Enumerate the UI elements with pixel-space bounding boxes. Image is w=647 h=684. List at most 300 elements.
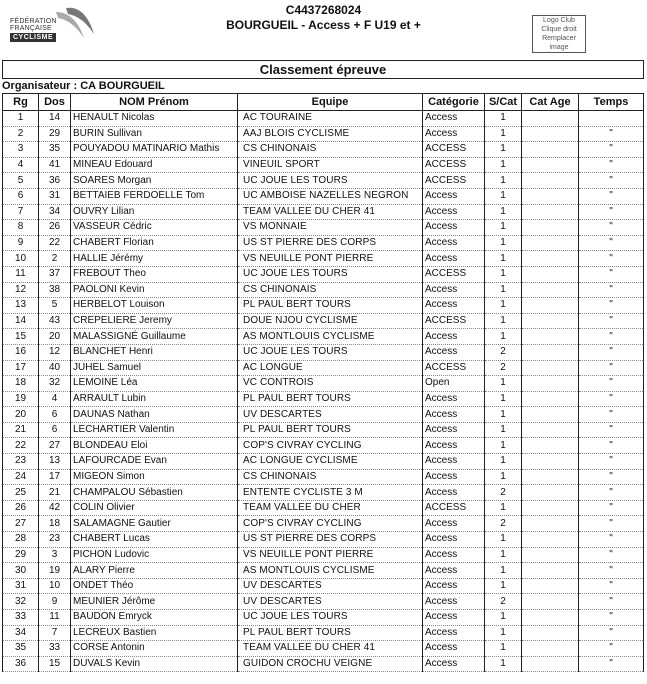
cell-time: " <box>579 407 644 423</box>
cell-subcat: 1 <box>485 578 522 594</box>
cell-cat-age <box>522 204 579 220</box>
cell-time: " <box>579 625 644 641</box>
cell-category: Access <box>423 625 485 641</box>
cell-cat-age <box>522 516 579 532</box>
table-row <box>3 485 644 501</box>
cell-team: AC LONGUE <box>238 360 423 376</box>
cell-cat-age <box>522 469 579 485</box>
cell-subcat: 1 <box>485 157 522 173</box>
cell-cat-age <box>522 251 579 267</box>
cell-category: Access <box>423 547 485 563</box>
table-row <box>3 111 644 127</box>
cell-team: PL PAUL BERT TOURS <box>238 391 423 407</box>
table-row <box>3 266 644 282</box>
cell-name: HENAULT Nicolas <box>71 111 238 127</box>
cell-time: " <box>579 594 644 610</box>
cell-cat-age <box>522 313 579 329</box>
cell-time: " <box>579 516 644 532</box>
cell-subcat: 1 <box>485 656 522 672</box>
cell-time: " <box>579 188 644 204</box>
cell-subcat: 1 <box>485 610 522 626</box>
cell-subcat: 1 <box>485 454 522 470</box>
cell-team: VC CONTROIS <box>238 376 423 392</box>
cell-team: VS NEUILLE PONT PIERRE <box>238 547 423 563</box>
cell-category: Access <box>423 578 485 594</box>
cell-bib: 23 <box>39 532 71 548</box>
cell-rank: 20 <box>3 407 39 423</box>
cell-category: Access <box>423 126 485 142</box>
cell-team: GUIDON CROCHU VEIGNE <box>238 656 423 672</box>
cell-team: UC JOUE LES TOURS <box>238 266 423 282</box>
cell-category: Access <box>423 422 485 438</box>
cell-category: ACCESS <box>423 360 485 376</box>
cell-cat-age <box>522 173 579 189</box>
results-table <box>2 93 644 672</box>
cell-cat-age <box>522 407 579 423</box>
cell-bib: 15 <box>39 656 71 672</box>
cell-name: MINEAU Edouard <box>71 157 238 173</box>
cell-name: LECREUX Bastien <box>71 625 238 641</box>
cell-time: " <box>579 656 644 672</box>
cell-name: DUVALS Kevin <box>71 656 238 672</box>
cell-team: COP'S CIVRAY CYCLING <box>238 516 423 532</box>
cell-bib: 43 <box>39 313 71 329</box>
cell-cat-age <box>522 282 579 298</box>
cell-rank: 3 <box>3 142 39 158</box>
cell-rank: 7 <box>3 204 39 220</box>
table-row <box>3 391 644 407</box>
cell-subcat: 1 <box>485 641 522 657</box>
cell-bib: 22 <box>39 235 71 251</box>
cell-bib: 5 <box>39 298 71 314</box>
cell-bib: 29 <box>39 126 71 142</box>
cell-cat-age <box>522 157 579 173</box>
table-row <box>3 188 644 204</box>
cell-cat-age <box>522 485 579 501</box>
cell-rank: 32 <box>3 594 39 610</box>
cell-time: " <box>579 500 644 516</box>
cell-rank: 12 <box>3 282 39 298</box>
cell-rank: 17 <box>3 360 39 376</box>
cell-subcat: 1 <box>485 313 522 329</box>
cell-rank: 35 <box>3 641 39 657</box>
cell-bib: 17 <box>39 469 71 485</box>
cell-time: " <box>579 422 644 438</box>
cell-bib: 3 <box>39 547 71 563</box>
cell-team: UV DESCARTES <box>238 594 423 610</box>
cell-cat-age <box>522 266 579 282</box>
cell-bib: 31 <box>39 188 71 204</box>
cell-name: DAUNAS Nathan <box>71 407 238 423</box>
col-header-categorie: Catégorie <box>423 94 485 111</box>
cell-category: Access <box>423 610 485 626</box>
table-row <box>3 625 644 641</box>
cell-team: VS NEUILLE PONT PIERRE <box>238 251 423 267</box>
cell-cat-age <box>522 298 579 314</box>
cell-subcat: 2 <box>485 344 522 360</box>
cell-category: ACCESS <box>423 157 485 173</box>
cell-bib: 7 <box>39 625 71 641</box>
cell-category: Access <box>423 594 485 610</box>
cell-team: AS MONTLOUIS CYCLISME <box>238 329 423 345</box>
table-row <box>3 641 644 657</box>
cell-cat-age <box>522 500 579 516</box>
table-row <box>3 204 644 220</box>
cell-cat-age <box>522 641 579 657</box>
cell-subcat: 1 <box>485 422 522 438</box>
table-row <box>3 532 644 548</box>
cell-category: ACCESS <box>423 313 485 329</box>
cell-name: BETTAIEB FERDOELLE Tom <box>71 188 238 204</box>
cell-cat-age <box>522 563 579 579</box>
cell-name: CHABERT Lucas <box>71 532 238 548</box>
cell-name: ARRAULT Lubin <box>71 391 238 407</box>
cell-cat-age <box>522 376 579 392</box>
cell-team: PL PAUL BERT TOURS <box>238 422 423 438</box>
cell-rank: 21 <box>3 422 39 438</box>
cell-rank: 19 <box>3 391 39 407</box>
cell-team: TEAM VALLEE DU CHER <box>238 500 423 516</box>
cell-bib: 18 <box>39 516 71 532</box>
cell-rank: 1 <box>3 111 39 127</box>
table-row <box>3 469 644 485</box>
cell-name: LECHARTIER Valentin <box>71 422 238 438</box>
table-row <box>3 500 644 516</box>
cell-subcat: 1 <box>485 391 522 407</box>
cell-team: UC JOUE LES TOURS <box>238 344 423 360</box>
cell-subcat: 1 <box>485 469 522 485</box>
logo-club-placeholder[interactable] <box>532 15 586 53</box>
cell-cat-age <box>522 656 579 672</box>
cell-cat-age <box>522 111 579 127</box>
cell-category: Access <box>423 204 485 220</box>
cell-name: BLANCHET Henri <box>71 344 238 360</box>
cell-bib: 26 <box>39 220 71 236</box>
cell-rank: 30 <box>3 563 39 579</box>
cell-subcat: 1 <box>485 407 522 423</box>
cell-time: " <box>579 547 644 563</box>
cell-subcat: 1 <box>485 173 522 189</box>
cell-name: POUYADOU MATINARIO Mathis <box>71 142 238 158</box>
cell-team: UC AMBOISE NAZELLES NEGRON <box>238 188 423 204</box>
cell-subcat: 2 <box>485 485 522 501</box>
col-header-dos: Dos <box>39 94 71 111</box>
cell-category: Access <box>423 469 485 485</box>
col-header-catage: Cat Age <box>522 94 579 111</box>
cell-rank: 6 <box>3 188 39 204</box>
table-row <box>3 173 644 189</box>
cell-bib: 9 <box>39 594 71 610</box>
cell-team: AC TOURAINE <box>238 111 423 127</box>
cell-time: " <box>579 220 644 236</box>
cell-subcat: 1 <box>485 126 522 142</box>
cell-name: COLIN Olivier <box>71 500 238 516</box>
cell-subcat: 1 <box>485 547 522 563</box>
cell-subcat: 1 <box>485 329 522 345</box>
cell-time: " <box>579 329 644 345</box>
cell-time <box>579 111 644 127</box>
cell-bib: 10 <box>39 578 71 594</box>
cell-bib: 20 <box>39 329 71 345</box>
organizer-label: Organisateur : CA BOURGUEIL <box>2 80 165 92</box>
cell-rank: 8 <box>3 220 39 236</box>
cell-name: MEUNIER Jérôme <box>71 594 238 610</box>
cell-rank: 28 <box>3 532 39 548</box>
cell-time: " <box>579 454 644 470</box>
cell-subcat: 1 <box>485 563 522 579</box>
cell-rank: 4 <box>3 157 39 173</box>
cell-rank: 18 <box>3 376 39 392</box>
cell-bib: 11 <box>39 610 71 626</box>
logo-club-line: Clique droit <box>541 26 577 33</box>
cell-team: CS CHINONAIS <box>238 282 423 298</box>
table-header-row <box>3 94 644 111</box>
cell-rank: 2 <box>3 126 39 142</box>
cell-category: Access <box>423 532 485 548</box>
cell-rank: 27 <box>3 516 39 532</box>
cell-team: PL PAUL BERT TOURS <box>238 625 423 641</box>
table-row <box>3 438 644 454</box>
cell-bib: 6 <box>39 422 71 438</box>
cell-team: PL PAUL BERT TOURS <box>238 298 423 314</box>
page-title: BOURGUEIL - Access + F U19 et + <box>226 18 421 32</box>
cell-subcat: 1 <box>485 251 522 267</box>
table-row <box>3 563 644 579</box>
cell-subcat: 1 <box>485 188 522 204</box>
table-row <box>3 516 644 532</box>
cell-team: AAJ BLOIS CYCLISME <box>238 126 423 142</box>
cell-name: BAUDON Emryck <box>71 610 238 626</box>
cell-category: Access <box>423 391 485 407</box>
table-row <box>3 344 644 360</box>
cell-team: CS CHINONAIS <box>238 142 423 158</box>
cell-category: Access <box>423 563 485 579</box>
cell-cat-age <box>522 594 579 610</box>
cell-category: Access <box>423 656 485 672</box>
cell-time: " <box>579 563 644 579</box>
cell-category: Access <box>423 220 485 236</box>
cell-team: ENTENTE CYCLISTE 3 M <box>238 485 423 501</box>
cell-cat-age <box>522 220 579 236</box>
cell-rank: 26 <box>3 500 39 516</box>
cell-team: UV DESCARTES <box>238 578 423 594</box>
cell-rank: 16 <box>3 344 39 360</box>
cell-cat-age <box>522 142 579 158</box>
cell-team: UC JOUE LES TOURS <box>238 610 423 626</box>
cell-team: DOUE NJOU CYCLISME <box>238 313 423 329</box>
cell-name: OUVRY Lilian <box>71 204 238 220</box>
cell-name: ALARY Pierre <box>71 563 238 579</box>
cell-cat-age <box>522 532 579 548</box>
cell-cat-age <box>522 610 579 626</box>
cell-rank: 13 <box>3 298 39 314</box>
cell-time: " <box>579 235 644 251</box>
cell-rank: 31 <box>3 578 39 594</box>
cell-name: HERBELOT Louison <box>71 298 238 314</box>
cell-time: " <box>579 126 644 142</box>
cell-bib: 6 <box>39 407 71 423</box>
col-header-rg: Rg <box>3 94 39 111</box>
cell-cat-age <box>522 422 579 438</box>
table-row <box>3 547 644 563</box>
cell-rank: 9 <box>3 235 39 251</box>
table-row <box>3 220 644 236</box>
cell-name: CORSE Antonin <box>71 641 238 657</box>
cell-bib: 32 <box>39 376 71 392</box>
cell-category: ACCESS <box>423 142 485 158</box>
cell-subcat: 1 <box>485 532 522 548</box>
cell-time: " <box>579 157 644 173</box>
cell-subcat: 1 <box>485 235 522 251</box>
cell-subcat: 1 <box>485 438 522 454</box>
cell-time: " <box>579 282 644 298</box>
cell-category: Access <box>423 438 485 454</box>
cell-time: " <box>579 391 644 407</box>
cell-subcat: 1 <box>485 625 522 641</box>
cell-team: TEAM VALLEE DU CHER 41 <box>238 204 423 220</box>
cell-rank: 23 <box>3 454 39 470</box>
cell-rank: 5 <box>3 173 39 189</box>
cell-bib: 12 <box>39 344 71 360</box>
cell-name: SOARES Morgan <box>71 173 238 189</box>
cell-time: " <box>579 376 644 392</box>
table-row <box>3 142 644 158</box>
cell-subcat: 1 <box>485 142 522 158</box>
cell-bib: 37 <box>39 266 71 282</box>
cell-team: US ST PIERRE DES CORPS <box>238 235 423 251</box>
cell-category: ACCESS <box>423 266 485 282</box>
cell-subcat: 1 <box>485 204 522 220</box>
cell-time: " <box>579 469 644 485</box>
cell-time: " <box>579 251 644 267</box>
cell-team: US ST PIERRE DES CORPS <box>238 532 423 548</box>
cell-cat-age <box>522 438 579 454</box>
logo-club-line: Remplacer image <box>542 35 576 51</box>
cell-bib: 40 <box>39 360 71 376</box>
cell-subcat: 1 <box>485 111 522 127</box>
cell-category: Access <box>423 407 485 423</box>
cell-name: JUHEL Samuel <box>71 360 238 376</box>
cell-cat-age <box>522 235 579 251</box>
cell-cat-age <box>522 329 579 345</box>
cell-cat-age <box>522 391 579 407</box>
cell-cat-age <box>522 188 579 204</box>
cell-category: Access <box>423 344 485 360</box>
logo-text-cyclisme: CYCLISME <box>10 33 56 42</box>
cell-rank: 14 <box>3 313 39 329</box>
cell-rank: 34 <box>3 625 39 641</box>
table-row <box>3 298 644 314</box>
cell-time: " <box>579 266 644 282</box>
cell-cat-age <box>522 454 579 470</box>
cell-rank: 29 <box>3 547 39 563</box>
cell-bib: 19 <box>39 563 71 579</box>
cell-bib: 35 <box>39 142 71 158</box>
table-row <box>3 578 644 594</box>
cell-team: UV DESCARTES <box>238 407 423 423</box>
cell-team: COP'S CIVRAY CYCLING <box>238 438 423 454</box>
cell-category: Access <box>423 329 485 345</box>
cell-name: SALAMAGNE Gautier <box>71 516 238 532</box>
cell-subcat: 2 <box>485 594 522 610</box>
logo-text-line2: FRANÇAISE <box>10 25 52 32</box>
cell-name: LEMOINE Léa <box>71 376 238 392</box>
cell-team: VS MONNAIE <box>238 220 423 236</box>
cell-rank: 10 <box>3 251 39 267</box>
cell-subcat: 1 <box>485 376 522 392</box>
cell-category: Access <box>423 188 485 204</box>
cell-category: Access <box>423 298 485 314</box>
cell-category: Access <box>423 282 485 298</box>
cell-time: " <box>579 438 644 454</box>
cell-name: CREPELIERE Jeremy <box>71 313 238 329</box>
cell-name: ONDET Théo <box>71 578 238 594</box>
cell-bib: 42 <box>39 500 71 516</box>
section-banner: Classement épreuve <box>2 60 644 79</box>
cell-name: LAFOURCADE Evan <box>71 454 238 470</box>
cell-subcat: 1 <box>485 500 522 516</box>
cell-name: HALLIE Jérémy <box>71 251 238 267</box>
cell-category: Access <box>423 235 485 251</box>
cell-team: TEAM VALLEE DU CHER 41 <box>238 641 423 657</box>
cell-bib: 36 <box>39 173 71 189</box>
cell-team: CS CHINONAIS <box>238 469 423 485</box>
cell-bib: 14 <box>39 111 71 127</box>
cell-bib: 27 <box>39 438 71 454</box>
table-row <box>3 610 644 626</box>
cell-category: ACCESS <box>423 500 485 516</box>
table-row <box>3 251 644 267</box>
cell-name: FREBOUT Theo <box>71 266 238 282</box>
cell-rank: 11 <box>3 266 39 282</box>
cell-category: Access <box>423 454 485 470</box>
cell-category: Access <box>423 641 485 657</box>
cell-time: " <box>579 610 644 626</box>
cell-subcat: 1 <box>485 298 522 314</box>
table-row <box>3 313 644 329</box>
cell-rank: 15 <box>3 329 39 345</box>
cell-time: " <box>579 578 644 594</box>
cell-bib: 2 <box>39 251 71 267</box>
cell-team: VINEUIL SPORT <box>238 157 423 173</box>
cell-cat-age <box>522 360 579 376</box>
cell-category: Access <box>423 111 485 127</box>
cell-category: ACCESS <box>423 173 485 189</box>
cell-team: AC LONGUE CYCLISME <box>238 454 423 470</box>
cell-team: UC JOUE LES TOURS <box>238 173 423 189</box>
table-row <box>3 407 644 423</box>
cell-bib: 34 <box>39 204 71 220</box>
cell-time: " <box>579 298 644 314</box>
cell-name: VASSEUR Cédric <box>71 220 238 236</box>
cell-cat-age <box>522 547 579 563</box>
table-row <box>3 656 644 672</box>
cell-bib: 4 <box>39 391 71 407</box>
table-row <box>3 376 644 392</box>
cell-bib: 41 <box>39 157 71 173</box>
col-header-temps: Temps <box>579 94 644 111</box>
table-row <box>3 157 644 173</box>
cell-time: " <box>579 142 644 158</box>
cell-name: CHABERT Florian <box>71 235 238 251</box>
cell-bib: 21 <box>39 485 71 501</box>
logo-text-line1: FÉDÉRATION <box>10 18 57 25</box>
cell-rank: 24 <box>3 469 39 485</box>
col-header-nom: NOM Prénom <box>71 94 238 111</box>
table-row <box>3 454 644 470</box>
cell-time: " <box>579 532 644 548</box>
cell-name: CHAMPALOU Sébastien <box>71 485 238 501</box>
